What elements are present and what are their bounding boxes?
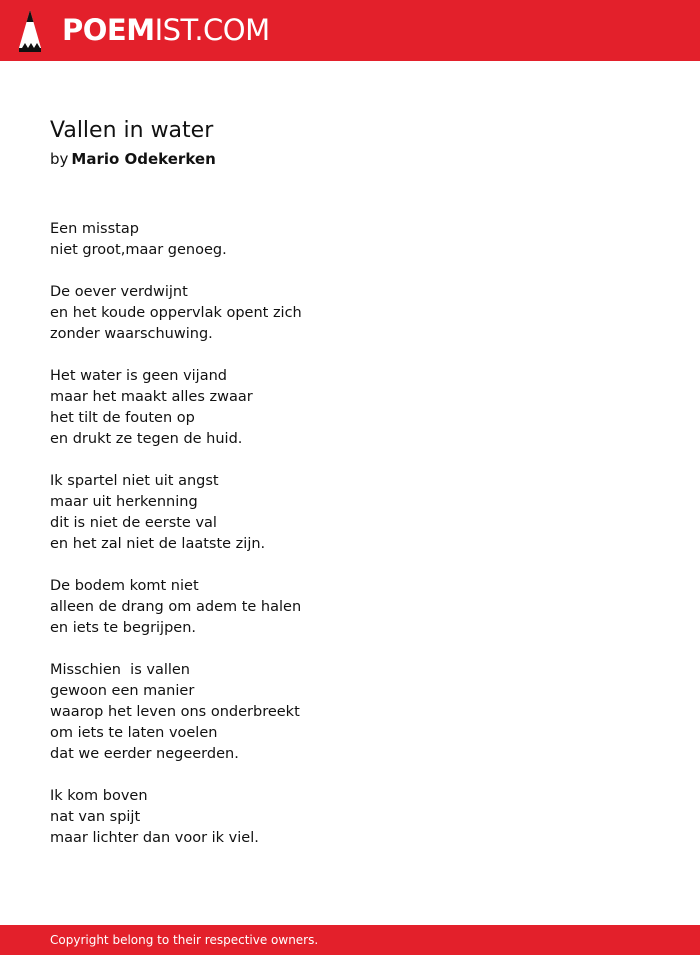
poem-line: Ik kom boven bbox=[50, 788, 148, 804]
poem-title: Vallen in water bbox=[50, 118, 214, 143]
poem-line: maar uit herkenning bbox=[50, 494, 198, 510]
poem-line: Het water is geen vijand bbox=[50, 368, 227, 384]
footer-bar bbox=[0, 925, 700, 955]
poem-line: en het zal niet de laatste zijn. bbox=[50, 536, 266, 552]
header-bar bbox=[0, 0, 700, 61]
poem-line: niet groot,maar genoeg. bbox=[50, 242, 227, 258]
poem-line: dit is niet de eerste val bbox=[50, 515, 217, 531]
poem-line: om iets te laten voelen bbox=[50, 725, 218, 741]
pencil-logo-icon[interactable] bbox=[18, 10, 42, 52]
poem-line: en het koude oppervlak opent zich bbox=[50, 305, 302, 321]
poem-line: gewoon een manier bbox=[50, 683, 195, 699]
poem-line: maar lichter dan voor ik viel. bbox=[50, 830, 259, 846]
poem-line: Een misstap bbox=[50, 221, 139, 237]
stanza bbox=[50, 660, 470, 765]
poem-line: De bodem komt niet bbox=[50, 578, 199, 594]
poem-line: De oever verdwijnt bbox=[50, 284, 188, 300]
stanza bbox=[50, 282, 470, 345]
poem-line: waarop het leven ons onderbreekt bbox=[50, 704, 300, 720]
stanza bbox=[50, 366, 470, 450]
copyright-text: Copyright belong to their respective owners. bbox=[50, 933, 319, 947]
poem-line: zonder waarschuwing. bbox=[50, 326, 213, 342]
poem-body bbox=[50, 219, 470, 870]
site-logo-text[interactable] bbox=[62, 12, 270, 48]
author-name: Mario Odekerken bbox=[71, 150, 216, 168]
stanza bbox=[50, 786, 470, 849]
stanza bbox=[50, 219, 470, 261]
poem-line: en drukt ze tegen de huid. bbox=[50, 431, 243, 447]
stanza bbox=[50, 471, 470, 555]
poem-line: alleen de drang om adem te halen bbox=[50, 599, 302, 615]
byline bbox=[50, 149, 216, 169]
poem-line: maar het maakt alles zwaar bbox=[50, 389, 253, 405]
stanza bbox=[50, 576, 470, 639]
poem-line: het tilt de fouten op bbox=[50, 410, 195, 426]
brand-light: IST.COM bbox=[154, 13, 270, 47]
poem-line: nat van spijt bbox=[50, 809, 141, 825]
poem-line: dat we eerder negeerden. bbox=[50, 746, 239, 762]
poem-line: Ik spartel niet uit angst bbox=[50, 473, 219, 489]
poem-line: en iets te begrijpen. bbox=[50, 620, 197, 636]
poem-line: Misschien is vallen bbox=[50, 662, 190, 678]
by-label: by bbox=[50, 150, 69, 168]
brand-bold: POEM bbox=[62, 13, 155, 47]
